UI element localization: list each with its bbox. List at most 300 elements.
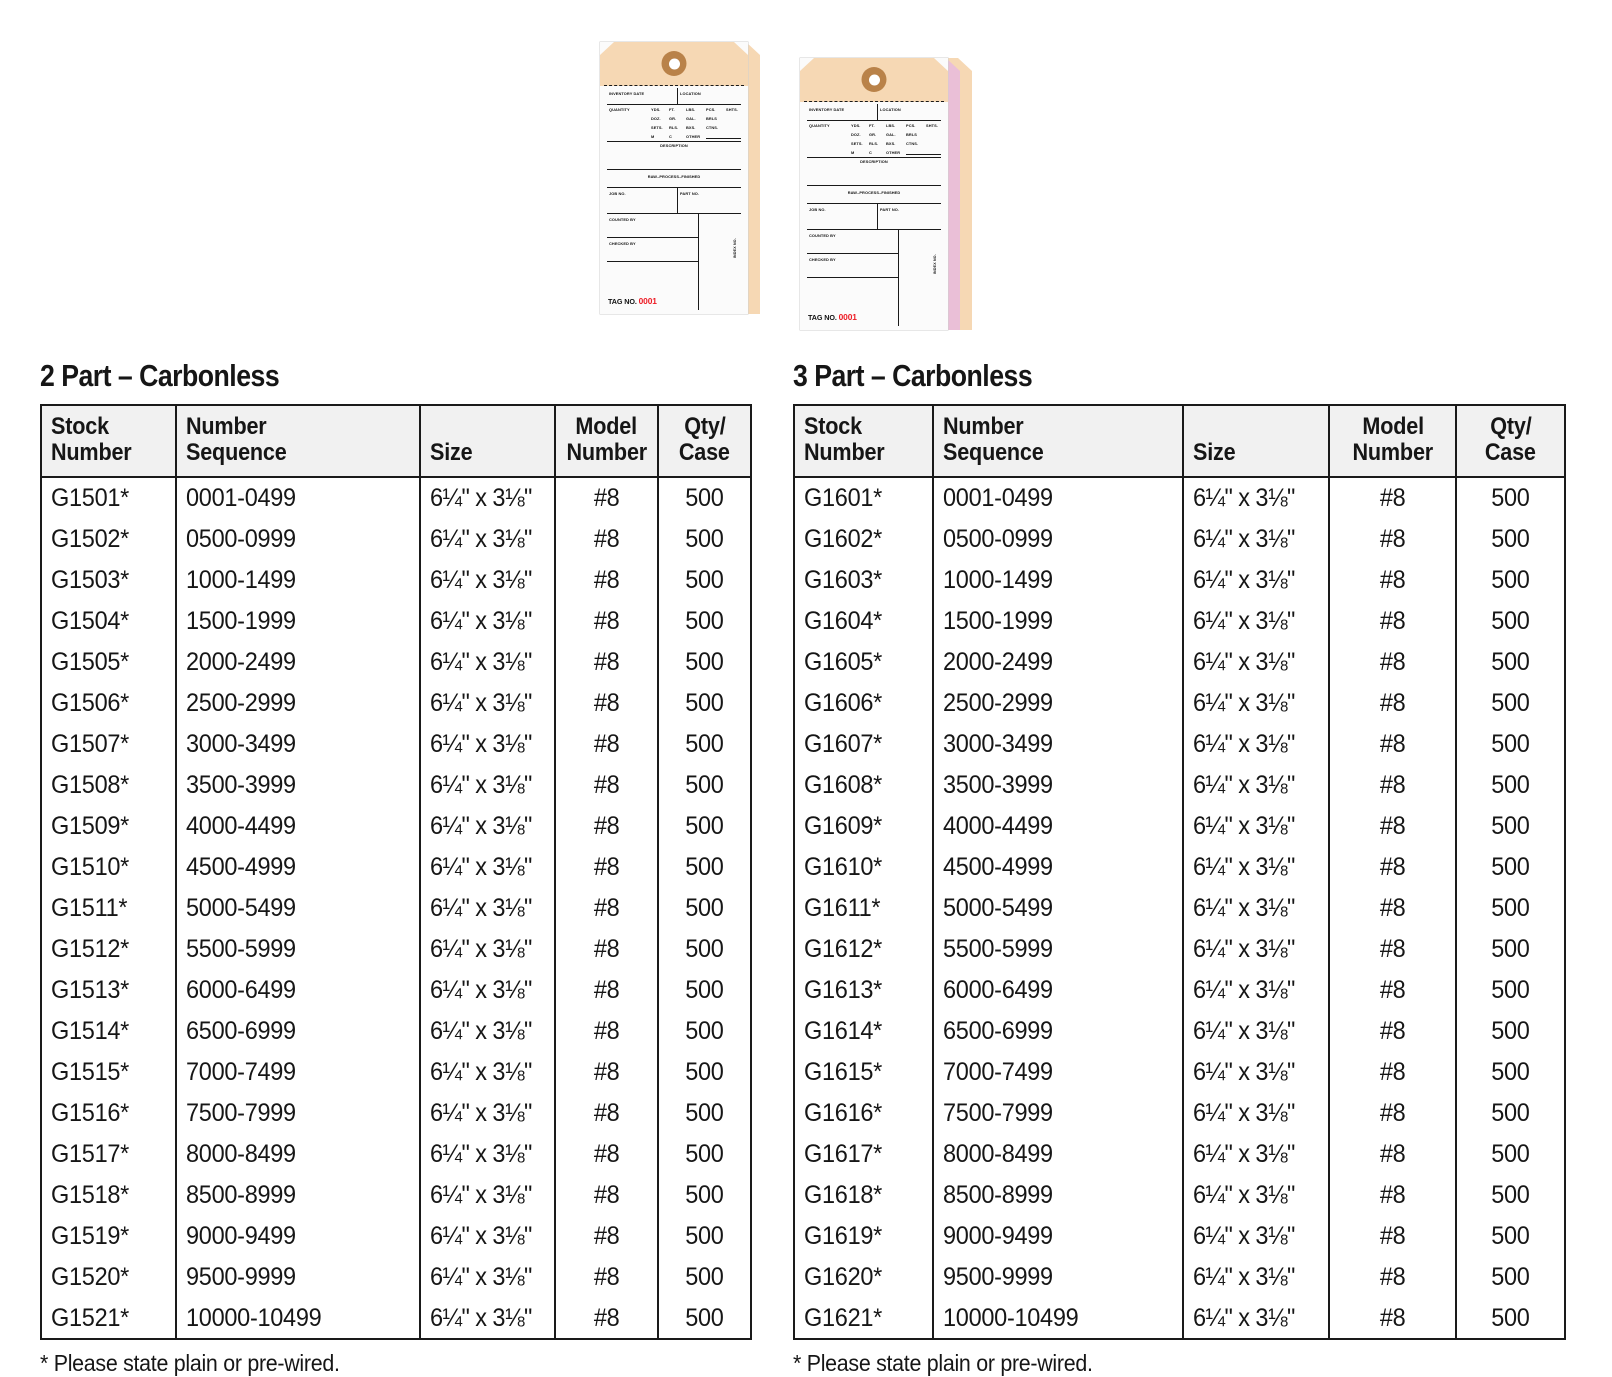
cell-model-number-text: #8 bbox=[1380, 852, 1406, 881]
cell-qty-case bbox=[658, 724, 751, 765]
field-job-no: JOB NO. bbox=[609, 191, 626, 196]
cell-size bbox=[420, 1052, 555, 1093]
cell-stock-number-text: G1613* bbox=[804, 975, 883, 1004]
unit-lbs: LBS. bbox=[886, 123, 896, 128]
tag-no-label: TAG NO. bbox=[808, 313, 837, 322]
cell-model-number bbox=[555, 519, 658, 560]
cell-stock-number-text: G1503* bbox=[51, 565, 130, 594]
cell-number-sequence-text: 9000-9499 bbox=[186, 1221, 297, 1250]
grommet-icon bbox=[662, 51, 687, 76]
cell-stock-number bbox=[794, 806, 933, 847]
cell-size bbox=[1183, 1093, 1330, 1134]
cell-qty-case-text: 500 bbox=[685, 606, 724, 635]
cell-qty-case bbox=[1456, 477, 1565, 519]
cell-qty-case-text: 500 bbox=[685, 975, 724, 1004]
table-row bbox=[794, 477, 1565, 519]
cell-number-sequence bbox=[176, 929, 419, 970]
cell-model-number bbox=[555, 765, 658, 806]
cell-size bbox=[420, 970, 555, 1011]
cell-stock-number bbox=[41, 1052, 176, 1093]
cell-stock-number bbox=[794, 1298, 933, 1340]
tag-front-sheet bbox=[600, 42, 748, 314]
cell-stock-number bbox=[41, 1093, 176, 1134]
section-title: 3 Part – Carbonless bbox=[793, 358, 1033, 393]
field-checked-by: CHECKED BY bbox=[609, 241, 636, 246]
cell-qty-case-text: 500 bbox=[685, 524, 724, 553]
cell-stock-number bbox=[41, 970, 176, 1011]
cell-model-number bbox=[555, 847, 658, 888]
cell-model-number bbox=[1329, 519, 1456, 560]
field-raw-process-finished: RAW–PROCESS–FINISHED bbox=[647, 174, 701, 179]
cell-stock-number-text: G1615* bbox=[804, 1057, 883, 1086]
unit-other: OTHER bbox=[886, 150, 901, 155]
cell-number-sequence bbox=[933, 519, 1183, 560]
cell-model-number-text: #8 bbox=[1380, 565, 1406, 594]
cell-size-text: 6¼" x 3⅛" bbox=[429, 1303, 532, 1332]
cell-number-sequence-text: 0001-0499 bbox=[186, 483, 297, 512]
cell-qty-case-text: 500 bbox=[1491, 1139, 1530, 1168]
cell-number-sequence bbox=[933, 929, 1183, 970]
cell-qty-case bbox=[658, 601, 751, 642]
cell-qty-case-text: 500 bbox=[1491, 483, 1530, 512]
cell-number-sequence bbox=[933, 477, 1183, 519]
cell-qty-case-text: 500 bbox=[1491, 934, 1530, 963]
cell-size bbox=[420, 560, 555, 601]
cell-model-number-text: #8 bbox=[1380, 1016, 1406, 1045]
cell-number-sequence-text: 4500-4999 bbox=[943, 852, 1054, 881]
cell-size-text: 6¼" x 3⅛" bbox=[429, 565, 532, 594]
cell-qty-case bbox=[658, 1011, 751, 1052]
cell-stock-number-text: G1608* bbox=[804, 770, 883, 799]
cell-qty-case bbox=[1456, 642, 1565, 683]
cell-size-text: 6¼" x 3⅛" bbox=[1192, 893, 1295, 922]
table-row bbox=[41, 477, 751, 519]
cell-number-sequence bbox=[933, 1257, 1183, 1298]
field-location: LOCATION bbox=[880, 107, 901, 112]
cell-number-sequence bbox=[176, 601, 419, 642]
cell-qty-case-text: 500 bbox=[685, 852, 724, 881]
cell-number-sequence-text: 10000-10499 bbox=[186, 1303, 322, 1332]
cell-stock-number bbox=[41, 1011, 176, 1052]
unit-gr: GR. bbox=[869, 132, 877, 137]
unit-other: OTHER bbox=[686, 134, 701, 139]
unit-doz: DOZ. bbox=[851, 132, 861, 137]
cell-qty-case bbox=[1456, 601, 1565, 642]
cell-qty-case bbox=[658, 1134, 751, 1175]
cell-qty-case bbox=[1456, 519, 1565, 560]
table-row bbox=[794, 560, 1565, 601]
unit-gr: GR. bbox=[669, 116, 677, 121]
unit-shts: SHTS. bbox=[726, 107, 738, 112]
cell-model-number bbox=[555, 477, 658, 519]
col-header-qty-case: Qty/ Case bbox=[658, 405, 751, 477]
cell-qty-case-text: 500 bbox=[1491, 1057, 1530, 1086]
cell-model-number-text: #8 bbox=[1380, 1262, 1406, 1291]
cell-stock-number bbox=[794, 1175, 933, 1216]
cell-model-number-text: #8 bbox=[593, 565, 620, 594]
cell-model-number-text: #8 bbox=[1380, 1098, 1406, 1127]
table-row bbox=[794, 683, 1565, 724]
table-row bbox=[41, 1257, 751, 1298]
cell-size bbox=[1183, 1298, 1330, 1340]
cell-size bbox=[1183, 1216, 1330, 1257]
cell-stock-number bbox=[41, 1257, 176, 1298]
unit-pcs: PCS. bbox=[906, 123, 916, 128]
cell-stock-number-text: G1616* bbox=[804, 1098, 883, 1127]
cell-model-number bbox=[1329, 642, 1456, 683]
table-row bbox=[41, 888, 751, 929]
cell-number-sequence bbox=[176, 1216, 419, 1257]
cell-stock-number-text: G1618* bbox=[804, 1180, 883, 1209]
cell-stock-number-text: G1515* bbox=[51, 1057, 130, 1086]
col-header-model-number: Model Number bbox=[1329, 405, 1456, 477]
cell-stock-number bbox=[794, 1134, 933, 1175]
cell-qty-case bbox=[1456, 1257, 1565, 1298]
cell-qty-case-text: 500 bbox=[1491, 852, 1530, 881]
cell-model-number-text: #8 bbox=[593, 1016, 620, 1045]
cell-model-number-text: #8 bbox=[593, 770, 620, 799]
cell-size-text: 6¼" x 3⅛" bbox=[429, 1262, 532, 1291]
cell-model-number bbox=[1329, 929, 1456, 970]
cell-size bbox=[1183, 806, 1330, 847]
cell-size bbox=[1183, 683, 1330, 724]
cell-qty-case bbox=[658, 929, 751, 970]
tag-form-3 bbox=[807, 104, 941, 328]
cell-qty-case-text: 500 bbox=[1491, 524, 1530, 553]
cell-size bbox=[1183, 477, 1330, 519]
unit-ft: FT. bbox=[869, 123, 875, 128]
cell-size-text: 6¼" x 3⅛" bbox=[429, 524, 532, 553]
cell-size bbox=[420, 1011, 555, 1052]
cell-number-sequence bbox=[933, 683, 1183, 724]
cell-model-number bbox=[1329, 1134, 1456, 1175]
cell-size-text: 6¼" x 3⅛" bbox=[1192, 524, 1295, 553]
cell-qty-case-text: 500 bbox=[1491, 1262, 1530, 1291]
cell-number-sequence-text: 8000-8499 bbox=[186, 1139, 297, 1168]
cell-number-sequence-text: 8000-8499 bbox=[943, 1139, 1054, 1168]
cell-stock-number bbox=[41, 683, 176, 724]
table-row bbox=[41, 806, 751, 847]
cell-size-text: 6¼" x 3⅛" bbox=[429, 934, 532, 963]
cell-size-text: 6¼" x 3⅛" bbox=[429, 975, 532, 1004]
col-header-stock-number: Stock Number bbox=[794, 405, 933, 477]
cell-stock-number-text: G1519* bbox=[51, 1221, 130, 1250]
tag-header-strip bbox=[600, 42, 748, 86]
perforation-line bbox=[604, 85, 744, 86]
table-header bbox=[41, 405, 751, 477]
cell-model-number-text: #8 bbox=[1380, 1057, 1406, 1086]
cell-qty-case bbox=[658, 1298, 751, 1340]
cell-size bbox=[420, 1257, 555, 1298]
cell-size bbox=[1183, 560, 1330, 601]
cell-model-number-text: #8 bbox=[1380, 1139, 1406, 1168]
cell-size bbox=[1183, 724, 1330, 765]
cell-stock-number-text: G1511* bbox=[51, 893, 128, 922]
cell-stock-number-text: G1501* bbox=[51, 483, 130, 512]
cell-number-sequence bbox=[933, 1052, 1183, 1093]
cell-size-text: 6¼" x 3⅛" bbox=[429, 606, 532, 635]
cell-size bbox=[420, 1216, 555, 1257]
cell-stock-number bbox=[41, 1175, 176, 1216]
cell-number-sequence bbox=[933, 1298, 1183, 1340]
header-row bbox=[794, 405, 1565, 477]
cell-qty-case-text: 500 bbox=[1491, 1016, 1530, 1045]
unit-ctns: CTNS. bbox=[906, 141, 919, 146]
unit-ft: FT. bbox=[669, 107, 675, 112]
table-row bbox=[41, 601, 751, 642]
cell-stock-number bbox=[794, 601, 933, 642]
cell-number-sequence-text: 0001-0499 bbox=[943, 483, 1054, 512]
cell-qty-case bbox=[1456, 1175, 1565, 1216]
cell-number-sequence bbox=[933, 1216, 1183, 1257]
cell-number-sequence-text: 9500-9999 bbox=[186, 1262, 297, 1291]
cell-model-number bbox=[555, 1298, 658, 1340]
cell-model-number-text: #8 bbox=[1380, 811, 1406, 840]
unit-ctns: CTNS. bbox=[706, 125, 719, 130]
cell-size bbox=[420, 888, 555, 929]
cell-number-sequence bbox=[933, 642, 1183, 683]
cell-model-number-text: #8 bbox=[593, 811, 620, 840]
cell-qty-case-text: 500 bbox=[685, 1057, 724, 1086]
cell-model-number-text: #8 bbox=[593, 1221, 620, 1250]
cell-size-text: 6¼" x 3⅛" bbox=[429, 647, 532, 676]
cell-size-text: 6¼" x 3⅛" bbox=[1192, 1221, 1295, 1250]
cell-qty-case bbox=[658, 560, 751, 601]
cell-size bbox=[420, 601, 555, 642]
unit-shts: SHTS. bbox=[926, 123, 938, 128]
table-row bbox=[41, 724, 751, 765]
cell-number-sequence bbox=[933, 1011, 1183, 1052]
cell-model-number-text: #8 bbox=[1380, 688, 1406, 717]
cell-number-sequence-text: 5500-5999 bbox=[943, 934, 1054, 963]
cell-number-sequence-text: 3000-3499 bbox=[186, 729, 297, 758]
cell-size-text: 6¼" x 3⅛" bbox=[429, 1180, 532, 1209]
cell-stock-number bbox=[41, 806, 176, 847]
cell-qty-case bbox=[658, 888, 751, 929]
cell-size bbox=[420, 806, 555, 847]
table-row bbox=[41, 1216, 751, 1257]
cell-qty-case-text: 500 bbox=[685, 1221, 724, 1250]
cell-stock-number-text: G1609* bbox=[804, 811, 883, 840]
unit-yds: YDS. bbox=[851, 123, 861, 128]
cell-size-text: 6¼" x 3⅛" bbox=[1192, 688, 1295, 717]
cell-qty-case-text: 500 bbox=[685, 647, 724, 676]
unit-brls: BRLS bbox=[706, 116, 717, 121]
cell-size bbox=[420, 477, 555, 519]
table-row bbox=[41, 970, 751, 1011]
cell-stock-number bbox=[794, 560, 933, 601]
cell-stock-number-text: G1507* bbox=[51, 729, 130, 758]
cell-size bbox=[420, 519, 555, 560]
cell-size-text: 6¼" x 3⅛" bbox=[1192, 934, 1295, 963]
cell-size bbox=[1183, 929, 1330, 970]
cell-model-number-text: #8 bbox=[593, 483, 620, 512]
cell-number-sequence-text: 7000-7499 bbox=[943, 1057, 1054, 1086]
cell-model-number-text: #8 bbox=[593, 1139, 620, 1168]
table-row bbox=[41, 1175, 751, 1216]
cell-model-number-text: #8 bbox=[593, 524, 620, 553]
cell-stock-number bbox=[41, 601, 176, 642]
cell-stock-number-text: G1617* bbox=[804, 1139, 883, 1168]
cell-qty-case-text: 500 bbox=[1491, 811, 1530, 840]
table-row bbox=[794, 970, 1565, 1011]
cell-size bbox=[1183, 601, 1330, 642]
cell-number-sequence-text: 0500-0999 bbox=[943, 524, 1054, 553]
cell-stock-number bbox=[794, 683, 933, 724]
cell-number-sequence bbox=[176, 765, 419, 806]
table-row bbox=[41, 1052, 751, 1093]
cell-number-sequence-text: 5000-5499 bbox=[186, 893, 297, 922]
cell-stock-number-text: G1508* bbox=[51, 770, 130, 799]
cell-stock-number bbox=[794, 1216, 933, 1257]
cell-qty-case bbox=[658, 1052, 751, 1093]
cell-number-sequence bbox=[176, 1011, 419, 1052]
cell-qty-case bbox=[658, 683, 751, 724]
table-row bbox=[41, 1298, 751, 1340]
cell-stock-number bbox=[794, 724, 933, 765]
cell-qty-case-text: 500 bbox=[1491, 1098, 1530, 1127]
cell-size-text: 6¼" x 3⅛" bbox=[429, 1098, 532, 1127]
cell-model-number bbox=[1329, 806, 1456, 847]
cell-model-number bbox=[555, 642, 658, 683]
cell-stock-number-text: G1607* bbox=[804, 729, 883, 758]
cell-qty-case-text: 500 bbox=[685, 1139, 724, 1168]
cell-stock-number bbox=[41, 642, 176, 683]
cell-qty-case-text: 500 bbox=[1491, 688, 1530, 717]
cell-qty-case-text: 500 bbox=[685, 1303, 724, 1332]
cell-qty-case-text: 500 bbox=[1491, 1221, 1530, 1250]
cell-stock-number-text: G1504* bbox=[51, 606, 130, 635]
unit-pcs: PCS. bbox=[706, 107, 716, 112]
cell-model-number bbox=[555, 929, 658, 970]
cell-size bbox=[1183, 765, 1330, 806]
cell-number-sequence-text: 4000-4499 bbox=[186, 811, 297, 840]
cell-number-sequence-text: 8500-8999 bbox=[943, 1180, 1054, 1209]
cell-number-sequence bbox=[933, 1134, 1183, 1175]
cell-stock-number-text: G1509* bbox=[51, 811, 130, 840]
cell-model-number-text: #8 bbox=[593, 893, 620, 922]
cell-size bbox=[420, 642, 555, 683]
cell-stock-number-text: G1611* bbox=[804, 893, 881, 922]
cell-qty-case bbox=[1456, 970, 1565, 1011]
cell-number-sequence bbox=[176, 519, 419, 560]
cell-qty-case bbox=[1456, 888, 1565, 929]
cell-size-text: 6¼" x 3⅛" bbox=[429, 811, 532, 840]
cell-number-sequence-text: 6000-6499 bbox=[186, 975, 297, 1004]
table-row bbox=[794, 1175, 1565, 1216]
cell-qty-case bbox=[1456, 683, 1565, 724]
cell-number-sequence bbox=[176, 477, 419, 519]
cell-model-number-text: #8 bbox=[593, 1180, 620, 1209]
cell-stock-number-text: G1614* bbox=[804, 1016, 883, 1045]
cell-model-number-text: #8 bbox=[1380, 524, 1406, 553]
table-row bbox=[41, 683, 751, 724]
cell-number-sequence-text: 5500-5999 bbox=[186, 934, 297, 963]
cell-number-sequence-text: 6500-6999 bbox=[186, 1016, 297, 1045]
cell-qty-case-text: 500 bbox=[1491, 770, 1530, 799]
cell-qty-case bbox=[1456, 1052, 1565, 1093]
cell-model-number bbox=[555, 1216, 658, 1257]
unit-doz: DOZ. bbox=[651, 116, 661, 121]
cell-number-sequence-text: 1500-1999 bbox=[186, 606, 297, 635]
cell-size bbox=[420, 929, 555, 970]
cell-qty-case-text: 500 bbox=[1491, 729, 1530, 758]
cell-qty-case-text: 500 bbox=[1491, 893, 1530, 922]
col-header-size: Size bbox=[1183, 405, 1330, 477]
cell-number-sequence bbox=[933, 765, 1183, 806]
cell-size bbox=[1183, 970, 1330, 1011]
cell-qty-case bbox=[658, 519, 751, 560]
cell-stock-number bbox=[41, 929, 176, 970]
cell-qty-case-text: 500 bbox=[685, 770, 724, 799]
cell-qty-case bbox=[658, 970, 751, 1011]
unit-gal: GAL. bbox=[886, 132, 896, 137]
cell-stock-number bbox=[41, 847, 176, 888]
cell-model-number bbox=[555, 1011, 658, 1052]
cell-model-number-text: #8 bbox=[1380, 606, 1406, 635]
field-job-no: JOB NO. bbox=[809, 207, 826, 212]
table-row bbox=[794, 1052, 1565, 1093]
cell-size bbox=[1183, 847, 1330, 888]
cell-stock-number-text: G1517* bbox=[51, 1139, 130, 1168]
table-row bbox=[794, 601, 1565, 642]
spec-table-two-part bbox=[40, 404, 752, 1340]
cell-number-sequence-text: 6000-6499 bbox=[943, 975, 1054, 1004]
table-row bbox=[41, 560, 751, 601]
cell-qty-case-text: 500 bbox=[1491, 975, 1530, 1004]
table-body bbox=[794, 477, 1565, 1339]
cell-model-number bbox=[555, 970, 658, 1011]
cell-stock-number-text: G1606* bbox=[804, 688, 883, 717]
cell-size bbox=[420, 724, 555, 765]
cell-model-number-text: #8 bbox=[593, 975, 620, 1004]
cell-number-sequence bbox=[176, 888, 419, 929]
cell-stock-number bbox=[794, 1093, 933, 1134]
cell-model-number-text: #8 bbox=[593, 852, 620, 881]
cell-qty-case bbox=[1456, 1093, 1565, 1134]
cell-size-text: 6¼" x 3⅛" bbox=[1192, 1098, 1295, 1127]
cell-qty-case bbox=[1456, 560, 1565, 601]
cell-qty-case-text: 500 bbox=[685, 688, 724, 717]
cell-number-sequence-text: 8500-8999 bbox=[186, 1180, 297, 1209]
unit-lbs: LBS. bbox=[686, 107, 696, 112]
table-row bbox=[41, 1011, 751, 1052]
cell-stock-number bbox=[41, 1134, 176, 1175]
cell-stock-number-text: G1619* bbox=[804, 1221, 883, 1250]
field-quantity: QUANTITY bbox=[609, 107, 630, 112]
tag-illustrations bbox=[0, 0, 1612, 355]
cell-size bbox=[420, 1298, 555, 1340]
cell-size-text: 6¼" x 3⅛" bbox=[1192, 811, 1295, 840]
cell-model-number bbox=[555, 806, 658, 847]
cell-stock-number-text: G1502* bbox=[51, 524, 130, 553]
cell-model-number bbox=[1329, 1052, 1456, 1093]
cell-stock-number bbox=[794, 477, 933, 519]
cell-size-text: 6¼" x 3⅛" bbox=[429, 483, 532, 512]
table-row bbox=[794, 519, 1565, 560]
cell-number-sequence bbox=[933, 970, 1183, 1011]
cell-model-number bbox=[1329, 1093, 1456, 1134]
tag-form-2 bbox=[607, 88, 741, 312]
unit-bxs: BXS. bbox=[886, 141, 896, 146]
cell-size bbox=[420, 1093, 555, 1134]
cell-model-number-text: #8 bbox=[1380, 647, 1406, 676]
cell-model-number bbox=[1329, 683, 1456, 724]
cell-stock-number-text: G1621* bbox=[804, 1303, 883, 1332]
header-row bbox=[41, 405, 751, 477]
col-header-qty-case: Qty/ Case bbox=[1456, 405, 1565, 477]
cell-stock-number bbox=[41, 519, 176, 560]
